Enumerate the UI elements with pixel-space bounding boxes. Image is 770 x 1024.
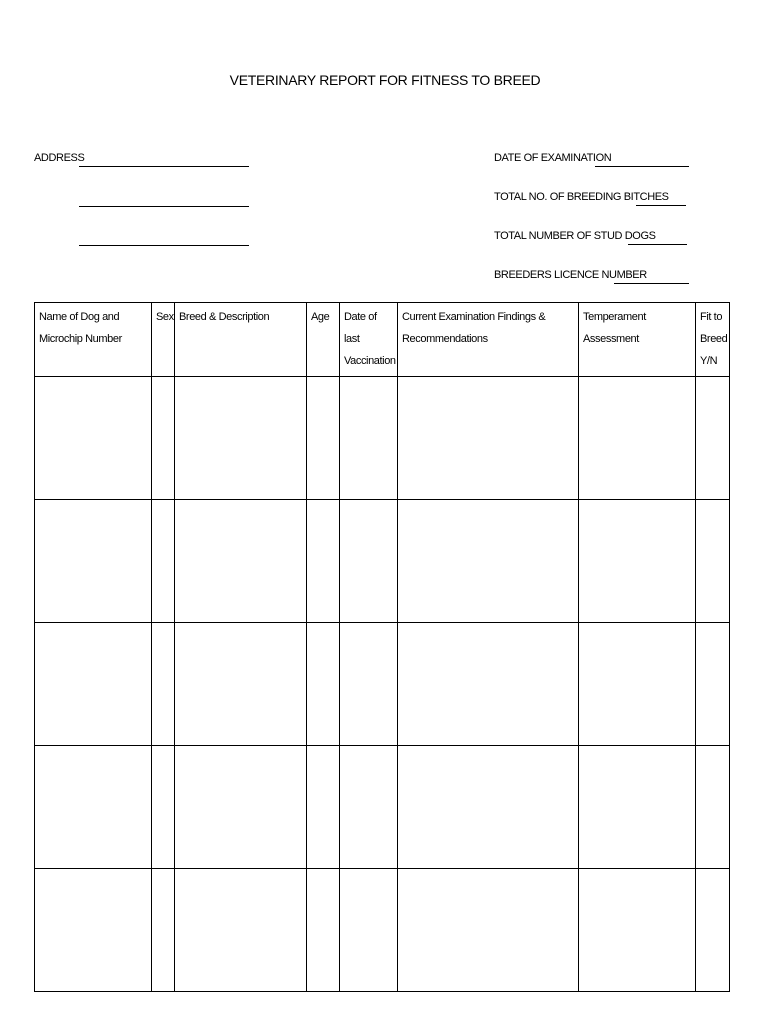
cell-sex[interactable] — [152, 377, 175, 500]
licence-number-field[interactable] — [614, 283, 689, 284]
table-row — [35, 746, 730, 869]
col-header-name-microchip: Name of Dog and Microchip Number — [35, 303, 152, 377]
cell-name-microchip[interactable] — [35, 500, 152, 623]
col-header-sex: Sex — [152, 303, 175, 377]
table-row — [35, 500, 730, 623]
date-of-examination-field[interactable] — [595, 166, 689, 167]
cell-fit-to-breed[interactable] — [696, 746, 730, 869]
cell-breed[interactable] — [175, 500, 307, 623]
col-header-vaccination-date: Date of last Vaccination — [340, 303, 398, 377]
address-label: ADDRESS — [34, 152, 85, 164]
cell-age[interactable] — [307, 500, 340, 623]
cell-breed[interactable] — [175, 623, 307, 746]
stud-dogs-label: TOTAL NUMBER OF STUD DOGS — [494, 230, 656, 242]
cell-vaccination[interactable] — [340, 377, 398, 500]
table-row — [35, 377, 730, 500]
cell-findings[interactable] — [398, 869, 579, 992]
cell-breed[interactable] — [175, 746, 307, 869]
dog-report-table — [34, 302, 730, 992]
cell-age[interactable] — [307, 377, 340, 500]
col-header-breed-description: Breed & Description — [175, 303, 307, 377]
cell-fit-to-breed[interactable] — [696, 623, 730, 746]
cell-vaccination[interactable] — [340, 869, 398, 992]
cell-sex[interactable] — [152, 746, 175, 869]
col-header-temperament: Temperament Assessment — [579, 303, 696, 377]
cell-sex[interactable] — [152, 623, 175, 746]
table-header-row — [35, 303, 730, 377]
cell-temperament[interactable] — [579, 377, 696, 500]
cell-breed[interactable] — [175, 377, 307, 500]
address-line-3[interactable] — [79, 245, 249, 246]
col-header-age: Age — [307, 303, 340, 377]
cell-findings[interactable] — [398, 500, 579, 623]
stud-dogs-field[interactable] — [628, 244, 687, 245]
col-header-fit-to-breed: Fit to Breed Y/N — [696, 303, 730, 377]
cell-findings[interactable] — [398, 746, 579, 869]
cell-age[interactable] — [307, 869, 340, 992]
cell-name-microchip[interactable] — [35, 623, 152, 746]
cell-temperament[interactable] — [579, 869, 696, 992]
cell-fit-to-breed[interactable] — [696, 500, 730, 623]
cell-vaccination[interactable] — [340, 500, 398, 623]
cell-fit-to-breed[interactable] — [696, 377, 730, 500]
cell-age[interactable] — [307, 623, 340, 746]
col-header-examination-findings: Current Examination Findings & Recommendations — [398, 303, 579, 377]
address-line-2[interactable] — [79, 206, 249, 207]
cell-findings[interactable] — [398, 623, 579, 746]
page-title: VETERINARY REPORT FOR FITNESS TO BREED — [229, 72, 541, 88]
table-row — [35, 623, 730, 746]
breeding-bitches-field[interactable] — [636, 205, 686, 206]
cell-sex[interactable] — [152, 869, 175, 992]
date-of-examination-label: DATE OF EXAMINATION — [494, 152, 612, 164]
cell-age[interactable] — [307, 746, 340, 869]
cell-name-microchip[interactable] — [35, 377, 152, 500]
cell-temperament[interactable] — [579, 746, 696, 869]
address-line-1[interactable] — [79, 166, 249, 167]
table-row — [35, 869, 730, 992]
cell-temperament[interactable] — [579, 500, 696, 623]
cell-temperament[interactable] — [579, 623, 696, 746]
cell-findings[interactable] — [398, 377, 579, 500]
cell-sex[interactable] — [152, 500, 175, 623]
cell-name-microchip[interactable] — [35, 869, 152, 992]
cell-vaccination[interactable] — [340, 623, 398, 746]
breeding-bitches-label: TOTAL NO. OF BREEDING BITCHES — [494, 191, 669, 203]
cell-name-microchip[interactable] — [35, 746, 152, 869]
cell-breed[interactable] — [175, 869, 307, 992]
cell-vaccination[interactable] — [340, 746, 398, 869]
cell-fit-to-breed[interactable] — [696, 869, 730, 992]
licence-number-label: BREEDERS LICENCE NUMBER — [494, 269, 647, 281]
